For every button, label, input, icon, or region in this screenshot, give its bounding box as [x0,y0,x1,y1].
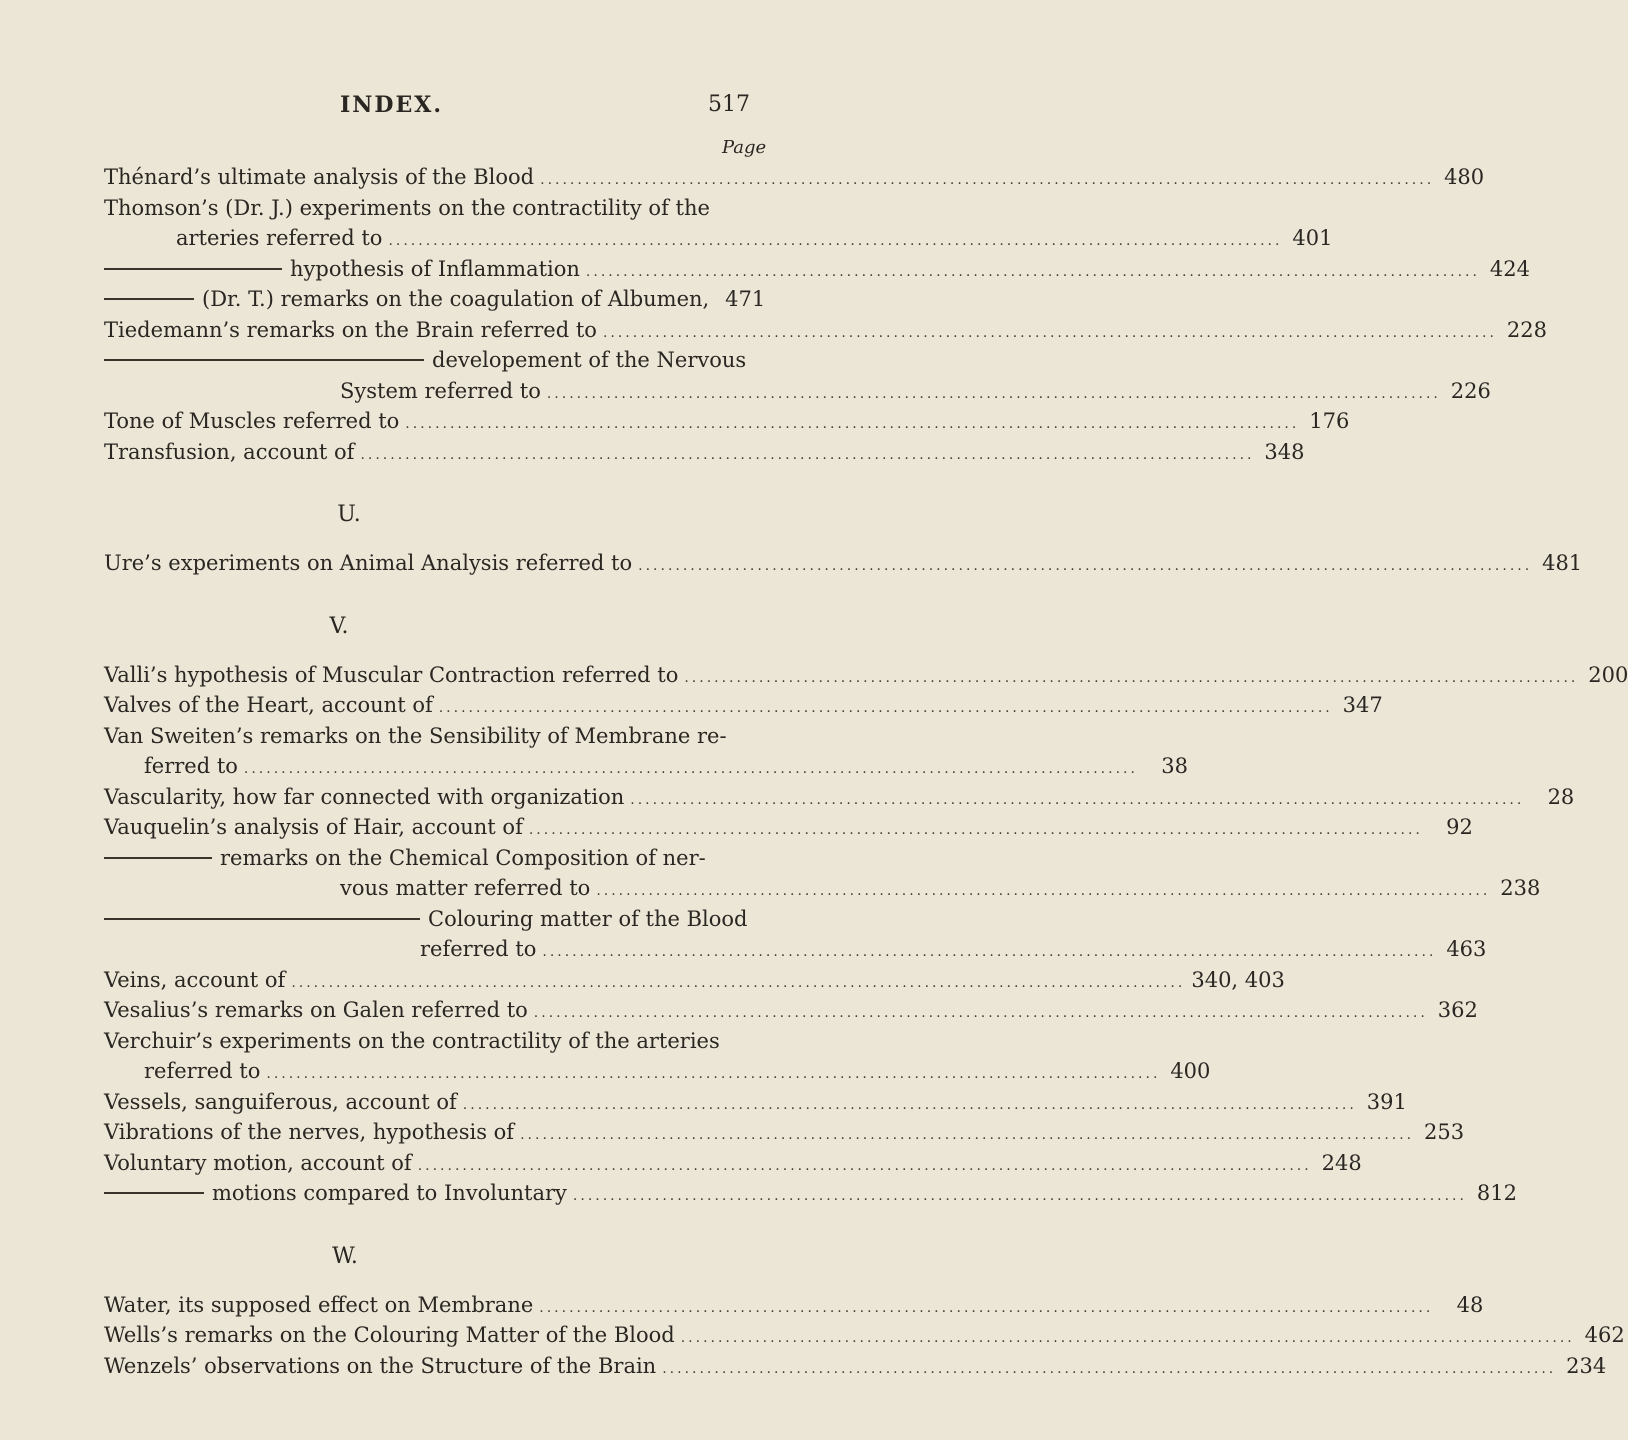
dot-leader: ........................................................................................................................ [520,1127,1415,1143]
dot-leader: ........................................................................................................................ [542,944,1437,960]
index-entry [104,1056,1211,1087]
index-entry-page: 176 [1309,409,1350,433]
index-entry-text: hypothesis of Inflammation [290,256,580,281]
index-entry [104,548,1583,579]
dot-leader: ........................................................................................................................ [539,1299,1434,1316]
index-entry-text: Tone of Muscles referred to [104,409,400,433]
index-entry-page: 253 [1424,1120,1465,1144]
index-entry [104,934,1487,965]
running-head [0,92,800,122]
section-letter-u: U. [337,502,361,527]
ditto-rule [104,918,420,920]
index-entry-page: 48 [1456,1292,1484,1317]
ditto-rule [104,298,194,300]
index-section-v [104,660,1628,1209]
index-entry-text: Vibrations of the nerves, hypothesis of [104,1120,515,1144]
index-entry [104,843,744,874]
index-entry-text: Vesalius’s remarks on Galen referred to [104,998,528,1022]
index-entry [104,284,766,315]
index-entry-page: 462 [1584,1323,1625,1347]
index-entry-text: Van Sweiten’s remarks on the Sensibility of Membrane re- [104,723,727,748]
dot-leader: ........................................................................................................................ [662,1360,1557,1377]
index-entry-text: System referred to [340,378,541,403]
dot-leader: ........................................................................................................................ [438,700,1333,716]
dot-leader: ........................................................................................................................ [528,822,1423,838]
index-entry [104,873,1541,904]
dot-leader: ........................................................................................................................ [546,385,1441,402]
index-entry [104,812,1473,843]
index-entry [104,904,748,935]
index-entry [104,1117,1465,1148]
index-entry [104,965,1285,996]
index-entry-text: remarks on the Chemical Composition of ner- [220,845,706,870]
index-entry [104,193,744,224]
index-entry-page: 28 [1547,784,1575,809]
index-entry [104,751,1188,782]
dot-leader: ........................................................................................................................ [266,1066,1161,1082]
dot-leader: ........................................................................................................................ [638,558,1533,574]
dot-leader: ........................................................................................................................ [533,1005,1428,1021]
index-entry [104,162,1485,193]
index-entry-text: referred to [144,1059,261,1083]
index-entry-text: motions compared to Involuntary [212,1181,567,1205]
dot-leader: ........................................................................................................................ [243,761,1138,777]
index-entry [104,345,747,376]
index-entry-page: 481 [1542,551,1583,575]
index-entry [104,1320,1625,1351]
index-entry [104,376,1491,407]
dot-leader: ........................................................................................................................ [291,974,1186,991]
index-entry [104,782,1575,813]
index-entry [104,315,1547,346]
index-entry [104,660,1628,691]
index-entry-text: Tiedemann’s remarks on the Brain referred to [104,317,597,342]
dot-leader: ........................................................................................................................ [585,263,1480,280]
ditto-rule [104,268,282,270]
ditto-rule [104,359,424,361]
index-entry-page: 92 [1446,815,1473,839]
index-entry [104,437,1305,468]
index-entry-page: 228 [1506,317,1547,342]
index-entry-text: arteries referred to [176,226,383,250]
ditto-rule [104,1192,204,1194]
index-entry-text: vous matter referred to [340,876,591,900]
dot-leader: ........................................................................................................................ [462,1096,1357,1113]
dot-leader: ........................................................................................................................ [630,791,1525,808]
index-entry [104,254,1530,285]
index-entry-page: 347 [1342,693,1383,717]
index-entry-text: Water, its supposed effect on Membrane [104,1292,534,1317]
index-entry-text: ferred to [144,754,238,778]
index-entry-text: Ure’s experiments on Animal Analysis referred to [104,551,633,575]
index-entry-page: 348 [1264,439,1305,464]
index-section-w [104,1290,1625,1382]
index-entry-page: 463 [1446,937,1487,961]
index-entry-page: 248 [1321,1150,1362,1175]
page-column-label: Page [722,137,767,158]
index-entry [104,690,1383,721]
index-entry [104,1087,1407,1118]
dot-leader: ........................................................................................................................ [602,324,1497,341]
index-entry-text: Thomson’s (Dr. J.) experiments on the contractility of the [104,195,710,220]
index-entry-text: Vessels, sanguiferous, account of [104,1089,457,1114]
index-entry-text: Valli’s hypothesis of Muscular Contraction referred to [104,662,679,687]
index-entry-text: Wenzels’ observations on the Structure of the Brain [104,1353,657,1378]
index-entry [104,995,1478,1026]
dot-leader: ........................................................................................................................ [540,172,1435,188]
index-entry-text: (Dr. T.) remarks on the coagulation of Albumen, [202,287,710,311]
index-entry-text: Wells’s remarks on the Colouring Matter of the Blood [104,1323,675,1347]
index-entry-page: 38 [1161,754,1188,778]
section-letter-v: V. [329,613,349,639]
index-entry [104,1178,1517,1209]
index-entry-text: Valves of the Heart, account of [104,693,433,717]
dot-leader: ........................................................................................................................ [572,1188,1467,1204]
dot-leader: ........................................................................................................................ [388,233,1283,249]
index-entry-text: developement of the Nervous [432,348,747,372]
index-entry-page: 200 [1588,662,1628,687]
index-entry-page: 424 [1489,256,1530,281]
index-entry-text: Colouring matter of the Blood [428,906,748,931]
index-entry-text: referred to [420,937,537,961]
index-entry-text: Vascularity, how far connected with organization [104,784,625,809]
dot-leader: ........................................................................................................................ [360,446,1255,463]
index-entry-text: Vauquelin’s analysis of Hair, account of [104,815,523,839]
index-entry-page: 812 [1476,1181,1517,1205]
index-section-t [104,162,1547,467]
index-body [104,162,1628,1381]
index-entry-page: 362 [1437,998,1478,1022]
index-entry-page: 340, 403 [1191,967,1285,992]
section-letter-w: W. [332,1243,358,1269]
running-head-title: INDEX. [340,92,443,118]
index-entry-page: 401 [1292,226,1333,250]
index-entry-page: 391 [1366,1089,1407,1114]
index-entry-text: Voluntary motion, account of [104,1150,412,1175]
index-entry-text: Transfusion, account of [104,439,355,464]
index-entry [104,721,744,752]
index-section-u [104,548,1583,579]
index-entry-page: 238 [1500,876,1541,900]
index-entry-text: Verchuir’s experiments on the contractility of the arteries [104,1028,720,1053]
index-entry [104,1290,1484,1321]
dot-leader: ........................................................................................................................ [405,416,1300,432]
index-entry-text: Thénard’s ultimate analysis of the Blood [104,165,535,189]
index-entry-page: 226 [1450,378,1491,403]
ditto-rule [104,857,212,859]
index-entry [104,406,1350,437]
dot-leader: ........................................................................................................................ [680,1330,1575,1346]
index-entry [104,1351,1607,1382]
dot-leader: ........................................................................................................................ [596,883,1491,899]
index-entry [104,223,1333,254]
index-entry-page: 471 [725,287,766,311]
index-entry-text: Veins, account of [104,967,286,992]
index-entry-page: 480 [1444,165,1485,189]
dot-leader: ........................................................................................................................ [417,1157,1312,1174]
page-number: 517 [708,92,750,117]
index-entry [104,1026,744,1057]
index-entry [104,1148,1362,1179]
dot-leader: ........................................................................................................................ [684,669,1579,686]
index-entry-page: 234 [1566,1353,1607,1378]
index-entry-page: 400 [1170,1059,1211,1083]
